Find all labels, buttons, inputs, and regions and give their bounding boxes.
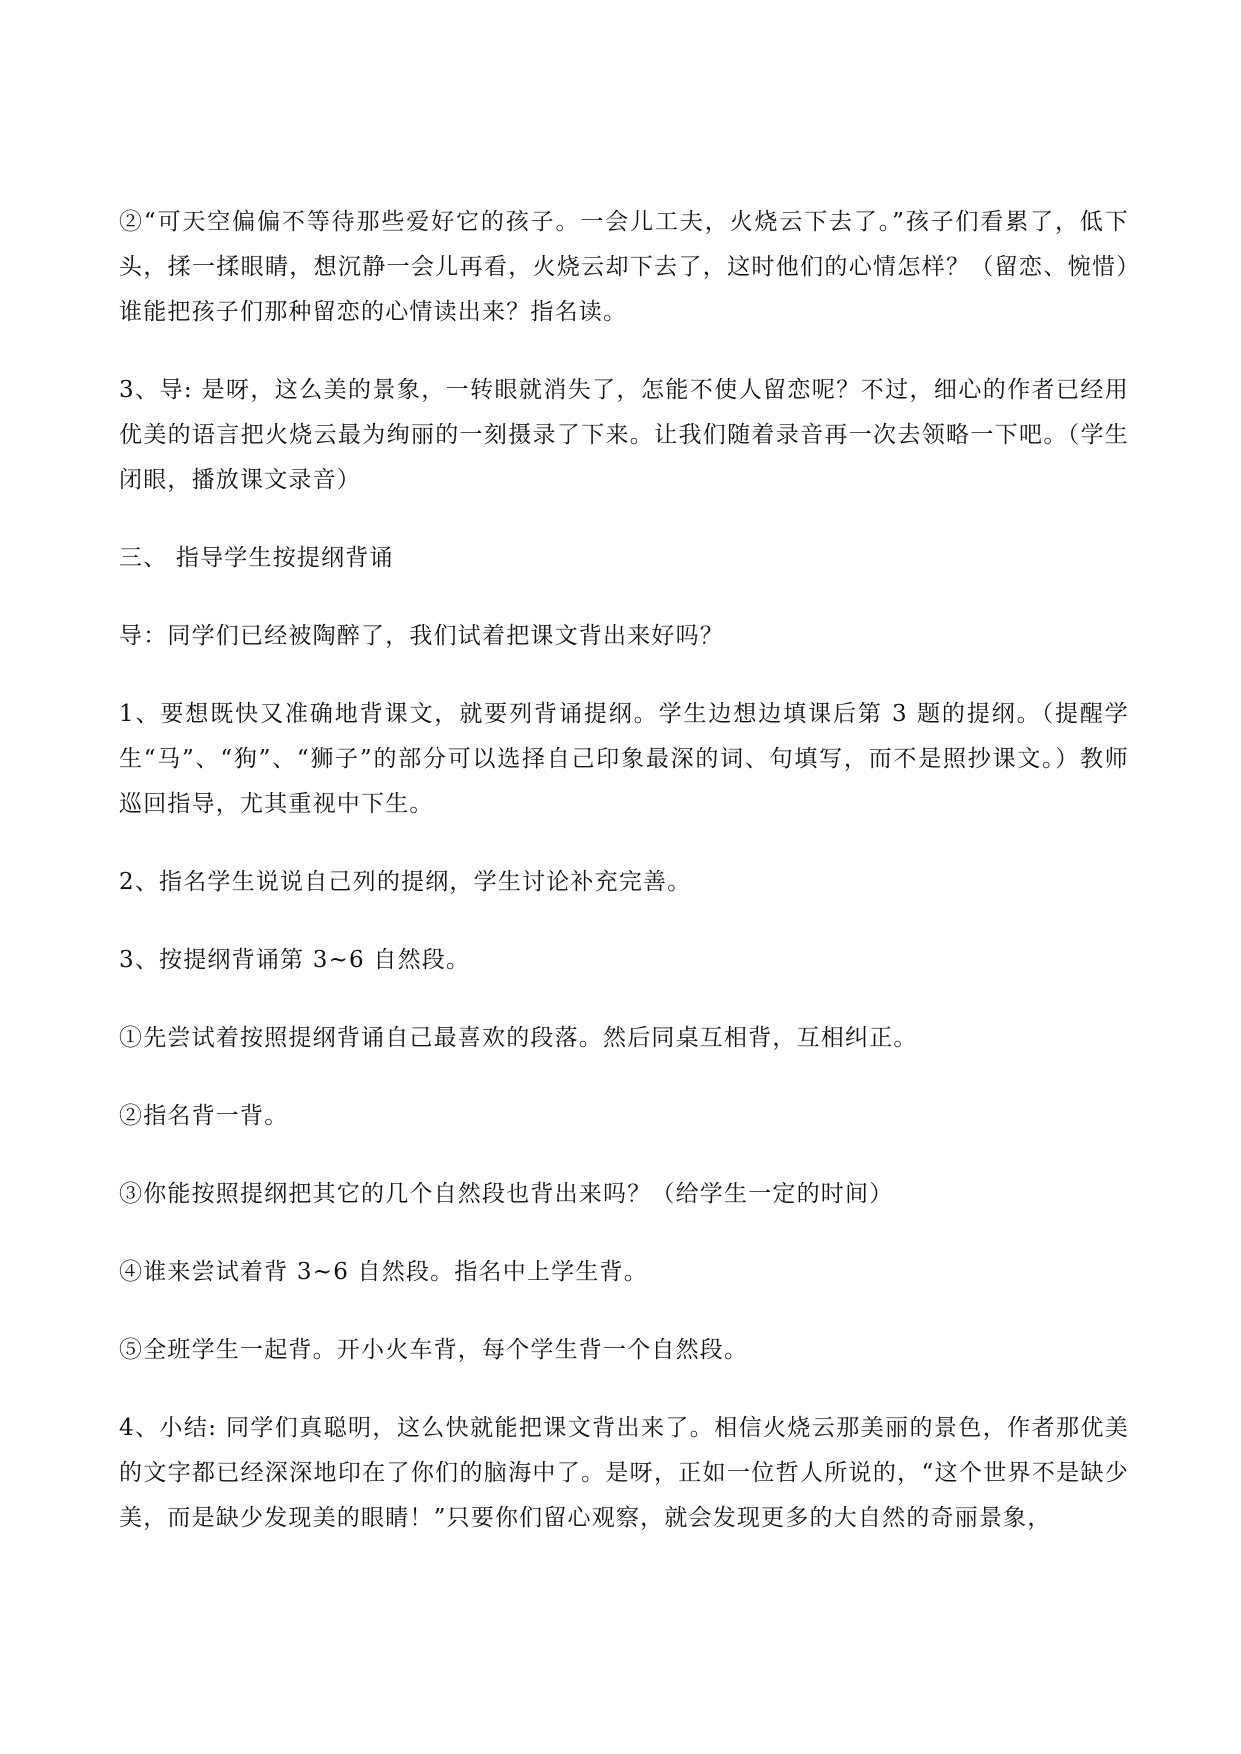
paragraph-circle-2-reading: ②“可天空偏偏不等待那些爱好它的孩子。一会儿工夫，火烧云下去了。”孩子们看累了，低下头，揉一揉眼睛，想沉静一会儿再看，火烧云却下去了，这时他们的心情怎样？（留恋、惋惜）谁能把孩子们那种留恋的心情读出来？指名读。 — [119, 209, 1129, 325]
paragraph-3-guide: 3、导: 是呀，这么美的景象，一转眼就消失了，怎能不使人留恋呢？不过，细心的作者已经用优美的语言把火烧云最为绚丽的一刻摄录了下来。让我们随着录音再一次去领略一下吧。（学生闭眼，播放课文录音） — [119, 377, 1129, 493]
paragraph-circle-2: ②指名背一背。 — [119, 1103, 289, 1129]
paragraph-circle-1: ①先尝试着按照提纲背诵自己最喜欢的段落。然后同桌互相背，互相纠正。 — [119, 1025, 918, 1051]
paragraph-1-outline: 1、要想既快又准确地背课文，就要列背诵提纲。学生边想边填课后第 3 题的提纲。（提醒学生“马”、“狗”、“狮子”的部分可以选择自己印象最深的词、句填写，而不是照抄课文。）教师巡回指导，尤其重视中下生。 — [119, 701, 1129, 817]
paragraph-3-recite: 3、按提纲背诵第 3~6 自然段。 — [119, 947, 471, 973]
paragraph-circle-5: ⑤全班学生一起背。开小火车背，每个学生背一个自然段。 — [119, 1337, 749, 1363]
document-body — [119, 200, 1129, 1574]
paragraph-4-summary: 4、小结: 同学们真聪明，这么快就能把课文背出来了。相信火烧云那美丽的景色，作者那优美的文字都已经深深地印在了你们的脑海中了。是呀，正如一位哲人所说的，“这个世界不是缺少美，而是缺少发现美的眼睛！”只要你们留心观察，就会发现更多的大自然的奇丽景象， — [119, 1415, 1129, 1531]
paragraph-guide-recite: 导：同学们已经被陶醉了，我们试着把课文背出来好吗？ — [119, 623, 724, 649]
paragraph-2-discuss: 2、指名学生说说自己列的提纲，学生讨论补充完善。 — [119, 869, 692, 895]
paragraph-circle-4: ④谁来尝试着背 3~6 自然段。指名中上学生背。 — [119, 1259, 648, 1285]
section-heading-3: 三、 指导学生按提纲背诵 — [119, 545, 394, 571]
paragraph-circle-3: ③你能按照提纲把其它的几个自然段也背出来吗？（给学生一定的时间） — [119, 1181, 894, 1207]
